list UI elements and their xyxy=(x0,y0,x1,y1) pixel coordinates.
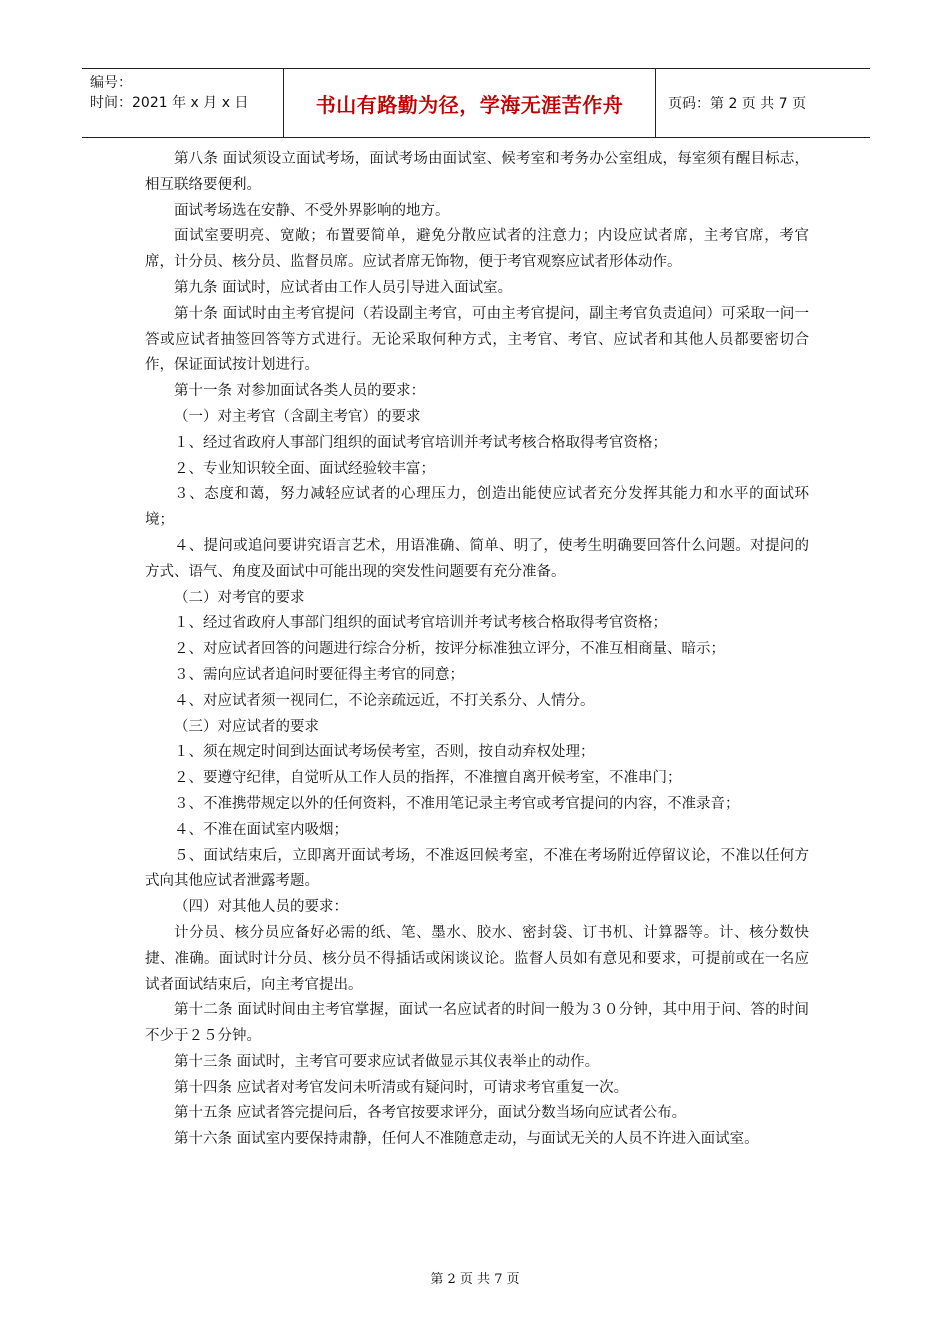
header-page-cell xyxy=(656,69,870,137)
paragraph: ２、要遵守纪律，自觉听从工作人员的指挥，不准擅自离开候考室，不准串门； xyxy=(174,770,682,787)
number-label: 编号： xyxy=(90,75,132,91)
header-motto-cell xyxy=(284,69,656,137)
paragraph: ２、专业知识较全面、面试经验较丰富； xyxy=(174,460,435,477)
paragraph: ５、面试结束后，立即离开面试考场，不准返回候考室，不准在考场附近停留议论，不准以任何方式向其他应试者泄露考题。 xyxy=(145,847,809,890)
header-left-cell xyxy=(82,69,284,137)
paragraph: 第十五条 应试者答完提问后，各考官按要求评分，面试分数当场向应试者公布。 xyxy=(174,1105,687,1122)
paragraph: 面试室要明亮、宽敞；布置要简单，避免分散应试者的注意力；内设应试者席，主考官席，考官席，计分员、核分员、监督员席。应试者席无饰物，便于考官观察应试者形体动作。 xyxy=(145,228,809,271)
paragraph: 第十一条 对参加面试各类人员的要求： xyxy=(174,383,426,400)
paragraph: 第十六条 面试室内要保持肃静，任何人不准随意走动，与面试无关的人员不许进入面试室。 xyxy=(174,1131,759,1148)
paragraph: 第十二条 面试时间由主考官掌握，面试一名应试者的时间一般为３０分钟，其中用于问、答的时间不少于２５分钟。 xyxy=(145,1002,809,1045)
paragraph: １、经过省政府人事部门组织的面试考官培训并考试考核合格取得考官资格； xyxy=(174,434,667,451)
page-label: 页码：第 2 页 共 7 页 xyxy=(668,96,807,112)
date-label: 时间：2021 年 x 月 x 日 xyxy=(90,95,249,111)
paragraph: ３、态度和蔼，努力减轻应试者的心理压力，创造出能使应试者充分发挥其能力和水平的面试环境； xyxy=(145,486,809,529)
paragraph: ３、不准携带规定以外的任何资料，不准用笔记录主考官或考官提问的内容，不准录音； xyxy=(174,795,740,812)
paragraph: ４、不准在面试室内吸烟； xyxy=(174,821,348,838)
document-body xyxy=(145,147,809,1153)
paragraph: （三）对应试者的要求 xyxy=(174,718,319,735)
page-header xyxy=(82,68,870,138)
paragraph: 面试考场选在安静、不受外界影响的地方。 xyxy=(174,202,450,219)
paragraph: 第十四条 应试者对考官发问未听清或有疑问时，可请求考官重复一次。 xyxy=(174,1079,629,1096)
paragraph: 计分员、核分员应备好必需的纸、笔、墨水、胶水、密封袋、订书机、计算器等。计、核分数快捷、准确。面试时计分员、核分员不得插话或闲谈议论。监督人员如有意见和要求，可提前或在一名应试者面试结束后，向主考官提出。 xyxy=(145,924,809,993)
motto: 书山有路勤为径，学海无涯苦作舟 xyxy=(315,92,624,117)
paragraph: （一）对主考官（含副主考官）的要求 xyxy=(174,408,421,425)
paragraph: ２、对应试者回答的问题进行综合分析，按评分标准独立评分，不准互相商量、暗示； xyxy=(174,641,725,658)
paragraph: １、经过省政府人事部门组织的面试考官培训并考试考核合格取得考官资格； xyxy=(174,615,667,632)
paragraph: 第十条 面试时由主考官提问（若设副主考官，可由主考官提问，副主考官负责追问）可采取一问一答或应试者抽签回答等方式进行。无论采取何种方式，主考官、考官、应试者和其他人员都要密切合作，保证面试按计划进行。 xyxy=(145,305,809,374)
paragraph: 第八条 面试须设立面试考场，面试考场由面试室、候考室和考务办公室组成，每室须有醒目标志，相互联络要便利。 xyxy=(145,151,809,193)
page-footer xyxy=(0,1268,950,1287)
paragraph: （二）对考官的要求 xyxy=(174,589,305,606)
paragraph: （四）对其他人员的要求： xyxy=(174,899,348,916)
paragraph: ４、提问或追问要讲究语言艺术，用语准确、简单、明了，使考生明确要回答什么问题。对提问的方式、语气、角度及面试中可能出现的突发性问题要有充分准备。 xyxy=(145,537,809,580)
footer-page-number: 第 2 页 共 7 页 xyxy=(430,1272,520,1287)
paragraph: 第十三条 面试时，主考官可要求应试者做显示其仪表举止的动作。 xyxy=(174,1053,600,1070)
paragraph: １、须在规定时间到达面试考场侯考室，否则，按自动弃权处理； xyxy=(174,744,595,761)
paragraph: ３、需向应试者追问时要征得主考官的同意； xyxy=(174,666,464,683)
paragraph: ４、对应试者须一视同仁，不论亲疏远近，不打关系分、人情分。 xyxy=(174,692,595,709)
paragraph: 第九条 面试时，应试者由工作人员引导进入面试室。 xyxy=(174,279,513,296)
